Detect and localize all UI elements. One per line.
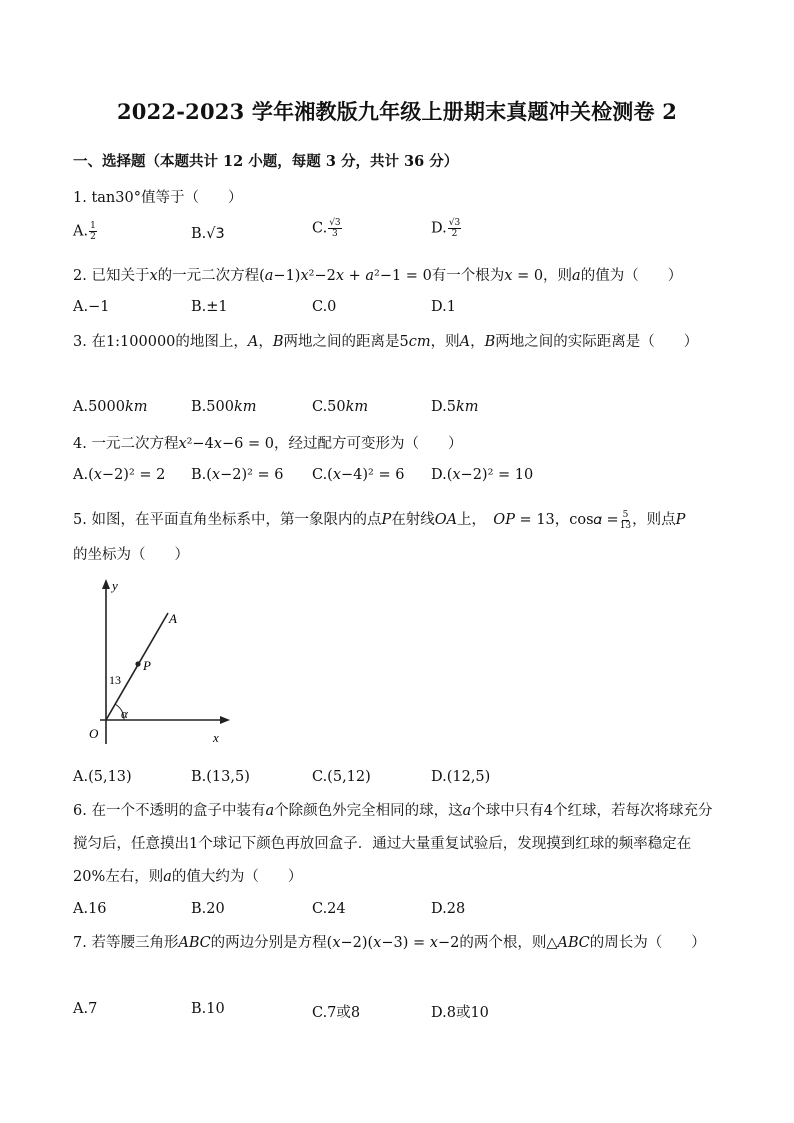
q4-option-c: C.(𝑥−4)² = 6 [312,467,405,483]
fraction [328,218,341,239]
q3-option-a: A.5000𝑘𝑚 [73,399,148,415]
q7-option-b: B.10 [191,1001,225,1017]
q1-option-d [431,218,462,239]
option-prefix: B. [191,226,207,242]
option-prefix: A. [73,223,89,240]
question-5-stem [73,508,685,531]
q6-option-a: A.16 [73,901,107,917]
fraction [89,221,97,242]
q2-option-a: A.−1 [73,299,110,315]
q2-option-d: D.1 [431,299,456,315]
question-6-stem: 6. 在一个不透明的盒子中装有𝑎个除颜色外完全相同的球，这𝑎个球中只有4个红球，若每次将球充分搅匀后，任意摸出1个球记下颜色再放回盒子．通过大量重复试验后，发现摸到红球的频率稳定在20%左右，则𝑎的值大约为（ ） [73,803,713,885]
numerator: 1 [90,221,96,231]
section-header: 一、选择题（本题共计 12 小题，每题 3 分，共计 36 分） [73,153,459,170]
q2-option-b: B.±1 [191,299,228,315]
q5-option-c: C.(5,12) [312,769,371,785]
y-axis-arrow-icon [102,579,110,589]
option-value: √3 [206,226,225,242]
q6-option-c: C.24 [312,901,346,917]
q3-option-c: C.50𝑘𝑚 [312,399,369,415]
fraction [620,510,631,531]
question-2-stem: 2. 已知关于𝑥的一元二次方程(𝑎−1)𝑥²−2𝑥 + 𝑎²−1 = 0有一个根为𝑥 = 0，则𝑎的值为（ ） [73,268,683,284]
q6-option-b: B.20 [191,901,225,917]
length-label: 13 [109,673,121,687]
q5-option-b: B.(13,5) [191,769,250,785]
option-prefix: D. [431,220,447,237]
q4-option-a: A.(𝑥−2)² = 2 [73,467,166,483]
option-prefix: C. [312,220,328,237]
point-p [135,661,140,666]
numerator: √3 [448,218,461,228]
alpha-label: α [121,706,128,721]
q5-option-d: D.(12,5) [431,769,491,785]
q7-option-d: D.8或10 [431,1005,489,1021]
stem-text: 5. 如图，在平面直角坐标系中，第一象限内的点𝑃在射线𝑂𝐴上， 𝑂𝑃 = 13，cos𝛼 = [73,512,619,528]
denominator: 13 [619,520,632,531]
denominator: 2 [90,232,96,242]
numerator: 5 [622,509,629,520]
q1-option-b [191,226,225,242]
question-5-stem-line2: 的坐标为（ ） [73,547,189,563]
fraction [448,218,461,239]
q1-option-c [312,218,343,239]
q7-option-c: C.7或8 [312,1005,361,1021]
q3-option-b: B.500𝑘𝑚 [191,399,257,415]
q1-option-a [73,221,98,242]
p-label: P [143,658,151,673]
question-4-stem: 4. 一元二次方程𝑥²−4𝑥−6 = 0，经过配方可变形为（ ） [73,436,463,452]
coordinate-figure [80,576,230,748]
denominator: 2 [451,229,458,239]
x-axis-arrow-icon [220,716,230,724]
a-label: A [169,611,177,626]
question-7-stem: 7. 若等腰三角形𝐴𝐵𝐶的两边分别是方程(𝑥−2)(𝑥−3) = 𝑥−2的两个根，则△𝐴𝐵𝐶的周长为（ ） [73,935,706,951]
question-3-stem: 3. 在1:100000的地图上，𝐴，𝐵两地之间的距离是5𝑐𝑚，则𝐴，𝐵两地之间的实际距离是（ ） [73,334,699,350]
page-title: 2022-2023 学年湘教版九年级上册期末真题冲关检测卷 2 [116,99,678,124]
q3-option-d: D.5𝑘𝑚 [431,399,479,415]
q4-option-b: B.(𝑥−2)² = 6 [191,467,284,483]
denominator: 3 [332,229,338,239]
q6-option-d: D.28 [431,901,466,917]
q4-option-d: D.(𝑥−2)² = 10 [431,467,534,483]
question-1-stem: 1. tan30°值等于（ ） [73,190,243,206]
numerator: √3 [329,218,341,228]
y-label: y [112,578,118,593]
q5-option-a: A.(5,13) [73,769,132,785]
stem-text: ，则点𝑃 [632,512,686,528]
o-label: O [89,726,99,741]
q2-option-c: C.0 [312,299,337,315]
x-label: x [213,730,219,745]
q7-option-a: A.7 [73,1001,98,1017]
